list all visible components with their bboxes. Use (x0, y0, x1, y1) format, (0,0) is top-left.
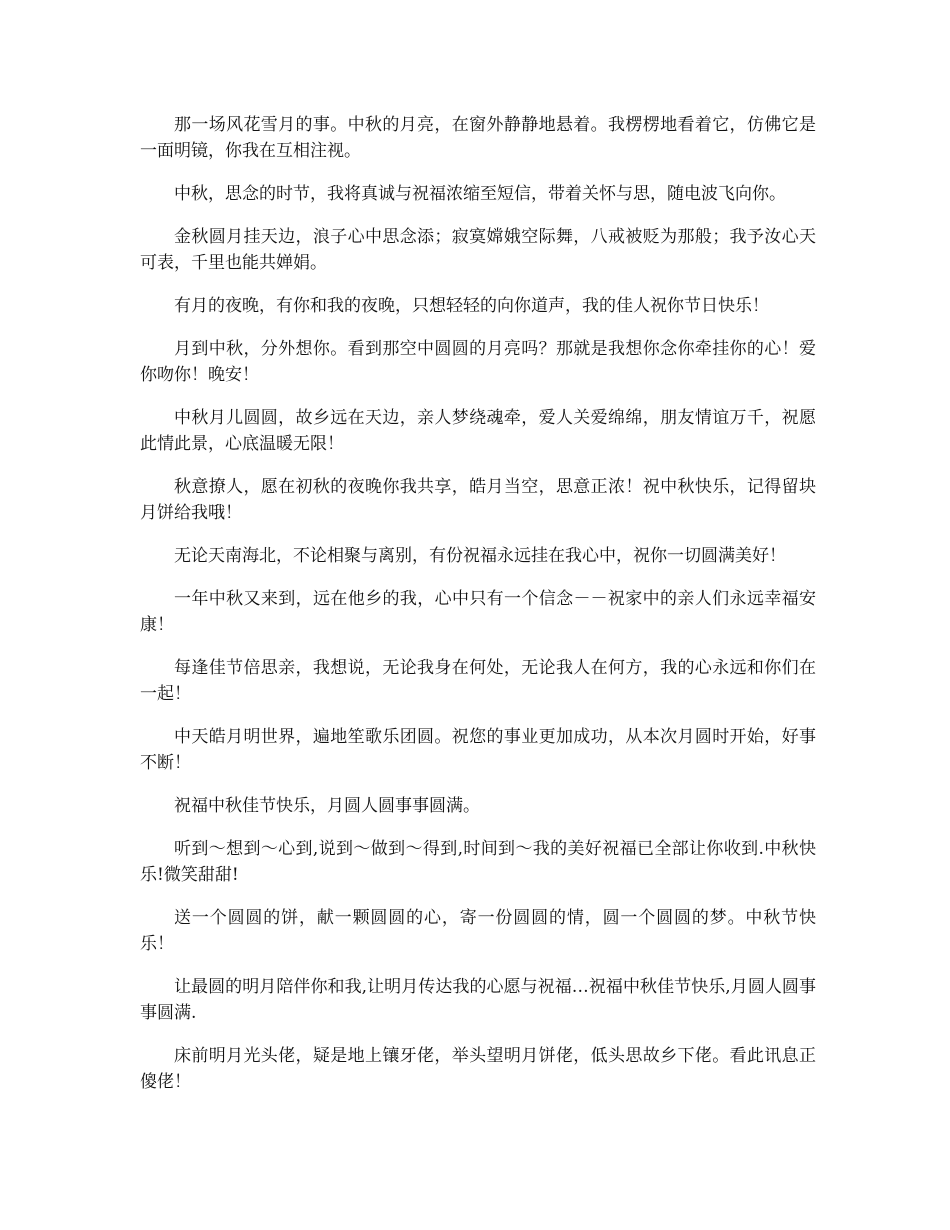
paragraph: 每逢佳节倍思亲，我想说，无论我身在何处，无论我人在何方，我的心永远和你们在一起！ (140, 658, 816, 704)
paragraph: 无论天南海北，不论相聚与离别，有份祝福永远挂在我心中，祝你一切圆满美好！ (174, 546, 786, 566)
paragraph: 中天皓月明世界，遍地笙歌乐团圆。祝您的事业更加成功，从本次月圆时开始，好事不断！ (140, 727, 816, 773)
paragraph: 月到中秋，分外想你。看到那空中圆圆的月亮吗？那就是我想你念你牵挂你的心！爱你吻你！晚安！ (140, 339, 816, 385)
paragraph: 床前明月光头佬，疑是地上镶牙佬，举头望明月饼佬，低头思故乡下佬。看此讯息正傻佬！ (140, 1046, 816, 1092)
paragraph: 中秋，思念的时节，我将真诚与祝福浓缩至短信，带着关怀与思，随电波飞向你。 (174, 184, 786, 204)
paragraph: 送一个圆圆的饼，献一颗圆圆的心，寄一份圆圆的情，圆一个圆圆的梦。中秋节快乐！ (140, 908, 816, 954)
paragraph: 让最圆的明月陪伴你和我,让明月传达我的心愿与祝福…祝福中秋佳节快乐,月圆人圆事事圆满. (140, 977, 816, 1023)
paragraph: 那一场风花雪月的事。中秋的月亮，在窗外静静地悬着。我楞楞地看着它，仿佛它是一面明镜，你我在互相注视。 (140, 115, 816, 161)
paragraph: 金秋圆月挂天边，浪子心中思念添；寂寞嫦娥空际舞，八戒被贬为那般；我予汝心天可表，千里也能共婵娟。 (140, 227, 816, 273)
document-body (140, 112, 816, 1112)
paragraph: 中秋月儿圆圆，故乡远在天边，亲人梦绕魂牵，爱人关爱绵绵，朋友情谊万千，祝愿此情此景，心底温暖无限！ (140, 408, 816, 454)
paragraph: 有月的夜晚，有你和我的夜晚，只想轻轻的向你道声，我的佳人祝你节日快乐！ (174, 296, 769, 316)
paragraph: 秋意撩人，愿在初秋的夜晚你我共享，皓月当空，思意正浓！祝中秋快乐，记得留块月饼给我哦！ (140, 477, 816, 523)
paragraph: 一年中秋又来到，远在他乡的我，心中只有一个信念－－祝家中的亲人们永远幸福安康！ (140, 589, 816, 635)
paragraph: 听到～想到～心到,说到～做到～得到,时间到～我的美好祝福已全部让你收到.中秋快乐!微笑甜甜! (140, 839, 816, 885)
paragraph: 祝福中秋佳节快乐，月圆人圆事事圆满。 (174, 796, 480, 816)
